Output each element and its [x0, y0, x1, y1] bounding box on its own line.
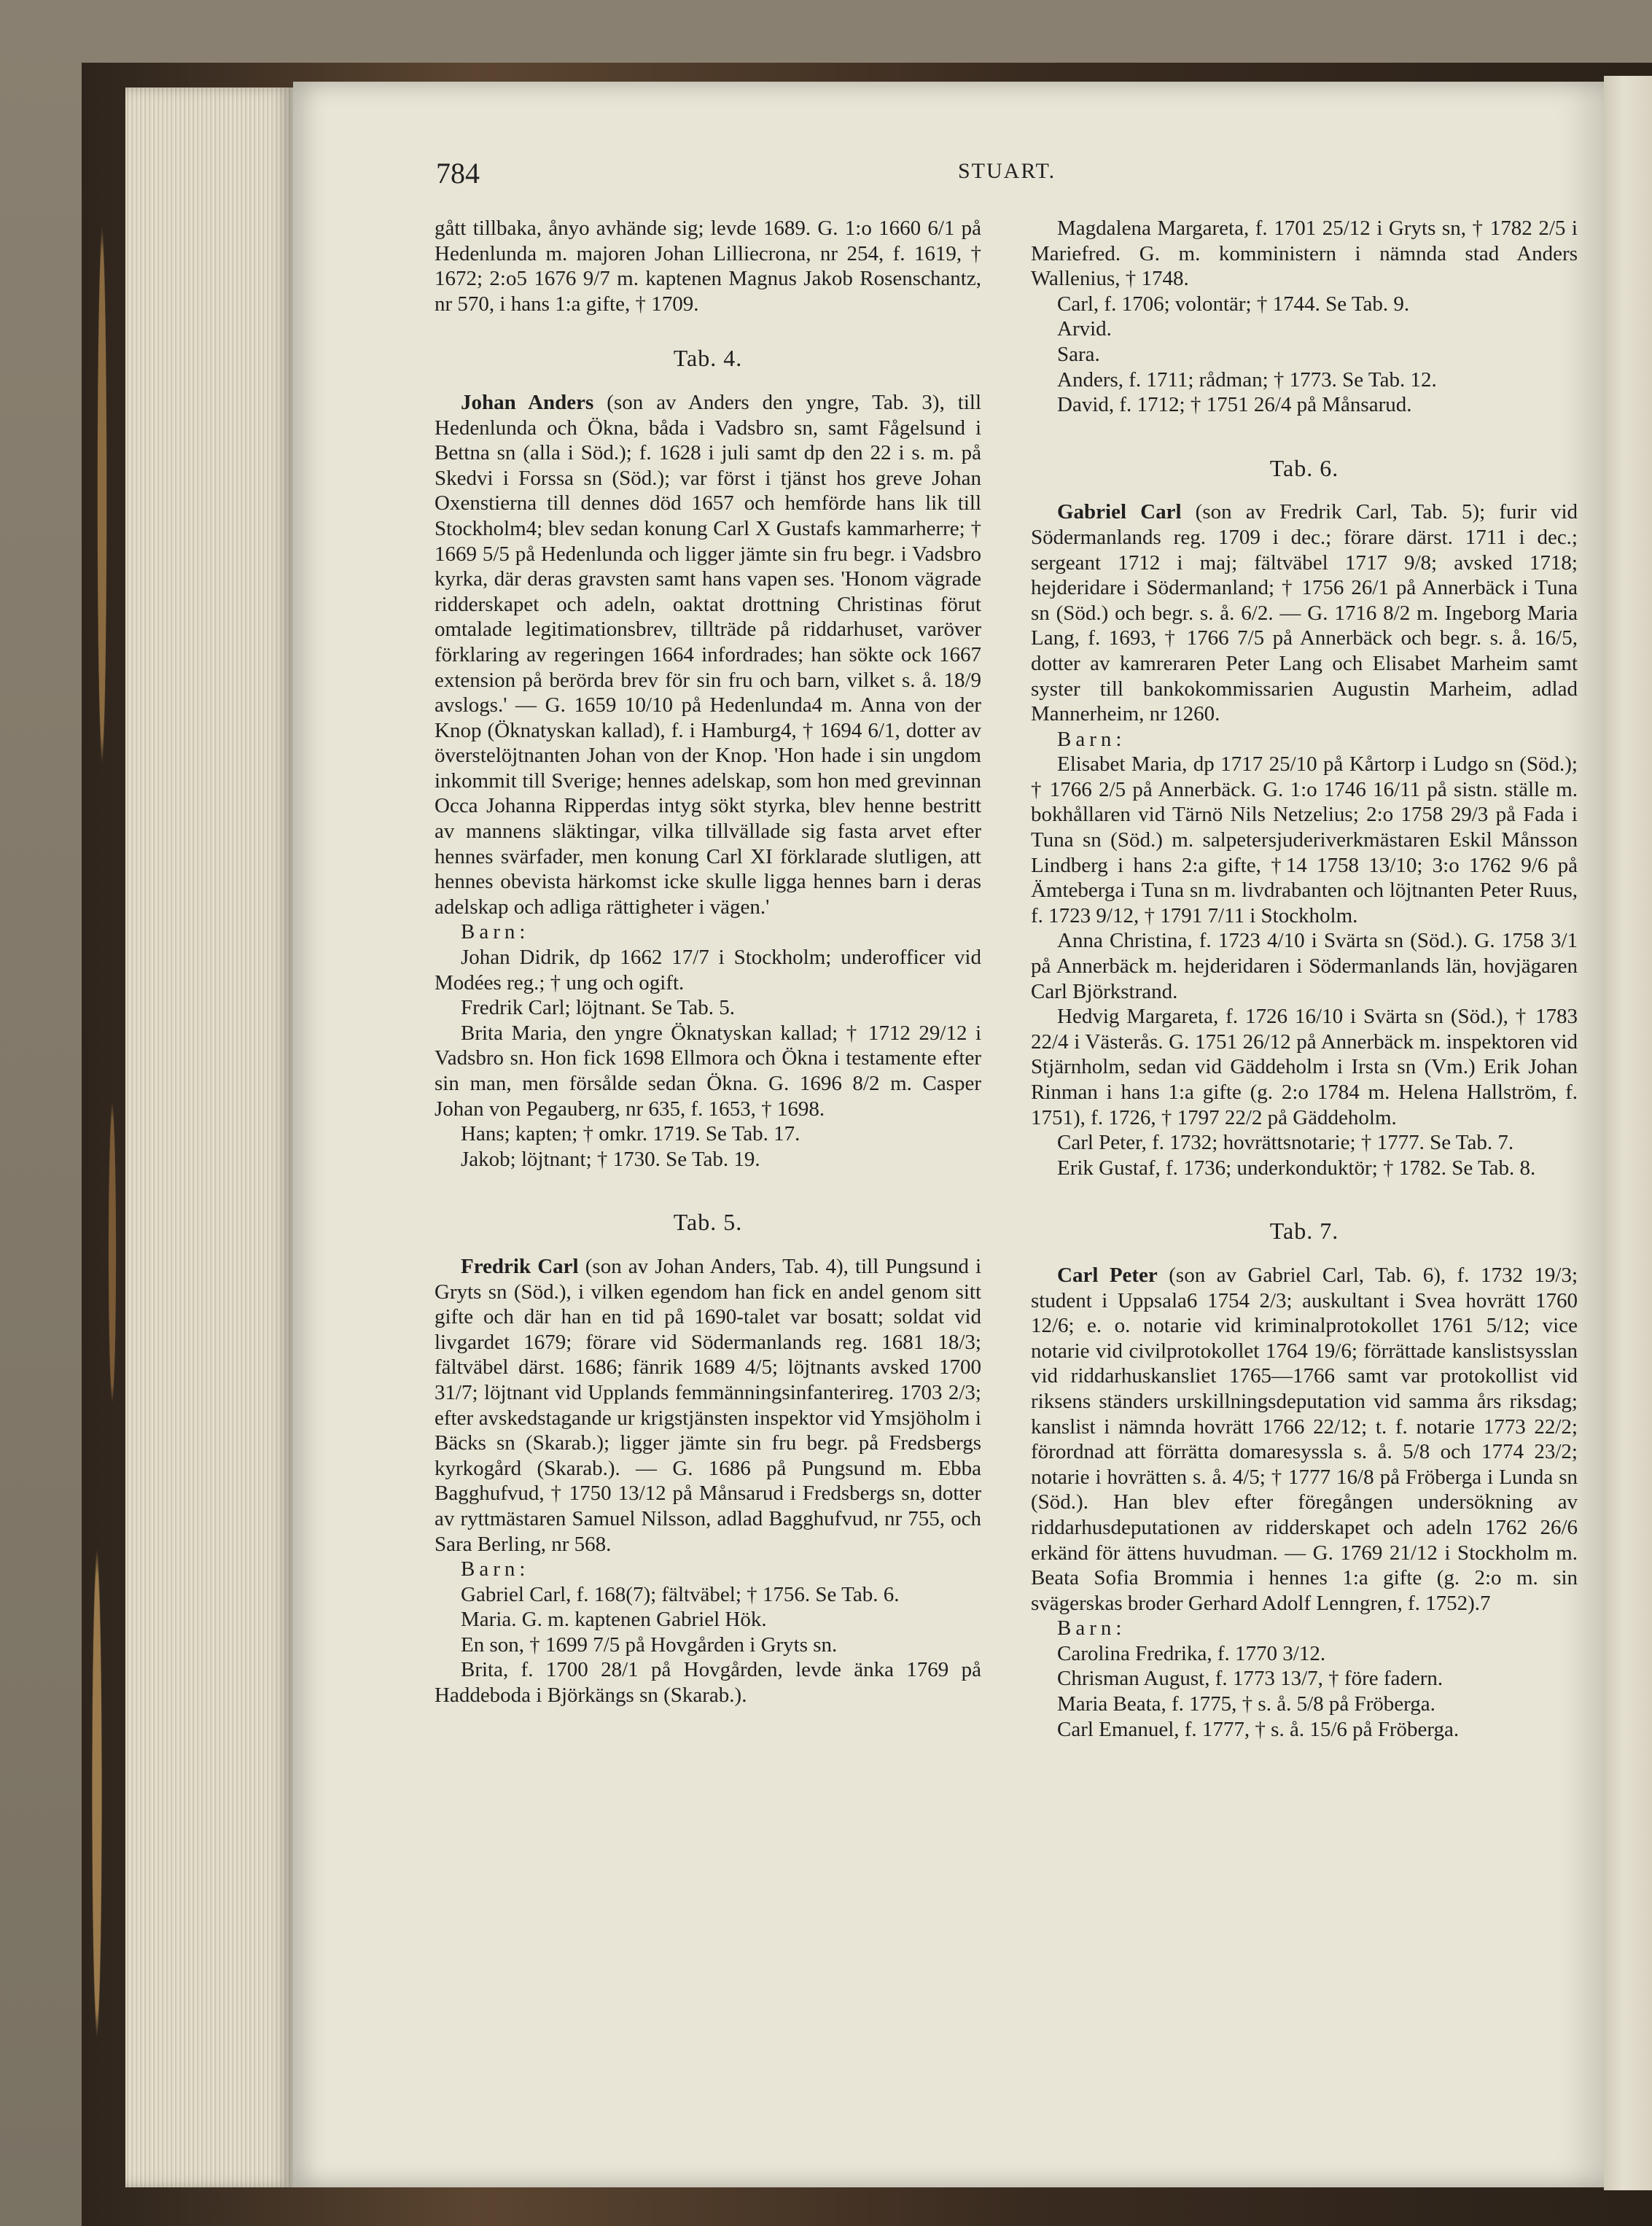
entry-paragraph: En son, † 1699 7/5 på Hovgården i Gryts sn.	[461, 1632, 838, 1657]
entry-paragraph	[435, 1254, 981, 1557]
entry-paragraph: Erik Gustaf, f. 1736; underkonduktör; † 1782. Se Tab. 8.	[1057, 1156, 1536, 1180]
table-heading: Tab. 4.	[673, 345, 743, 372]
entry-paragraph: Hans; kapten; † omkr. 1719. Se Tab. 17.	[461, 1122, 800, 1146]
children-label: Barn:	[1057, 727, 1126, 751]
entry-lead-name: Johan Anders	[461, 390, 594, 414]
table-heading: Tab. 5.	[673, 1209, 743, 1236]
entry-paragraph: Carolina Fredrika, f. 1770 3/12.	[1057, 1641, 1326, 1665]
children-label: Barn:	[461, 1557, 530, 1581]
entry-paragraph: Elisabet Maria, dp 1717 25/10 på Kårtorp i Ludgo sn (Söd.); † 1766 2/5 på Annerbäck. G. 1:o 1746 16/11 på sistn. ställe m. bokhållaren vid Tärnö Nils Netzelius; 2:o 1758 29/3 på Fada i Tuna sn (Söd.) m. salpetersjuderiverkmästaren Eskil Månsson Lindberg i hans 2:a gifte, †14 1758 13/10; 3:o 1762 9/6 på Ämteberga i Tuna sn m. livdrabanten och löjtnanten Peter Ruus, f. 1723 9/12, † 1791 7/11 i Stockholm.	[1031, 752, 1578, 927]
entry-paragraph	[1031, 499, 1578, 726]
children-label: Barn:	[461, 920, 530, 944]
entry-paragraph: Anna Christina, f. 1723 4/10 i Svärta sn (Söd.). G. 1758 3/1 på Annerbäck m. hejderidaren i Södermanlands län, hovjägaren Carl Björkstrand.	[1031, 929, 1578, 1003]
entry-paragraph: Chrisman August, f. 1773 13/7, † före fadern.	[1057, 1667, 1443, 1691]
entry-paragraph: Johan Didrik, dp 1662 17/7 i Stockholm; underofficer vid Modées reg.; † ung och ogift.	[435, 946, 981, 995]
left-column	[435, 216, 981, 1708]
entry-paragraph: Gabriel Carl, f. 168(7); fältväbel; † 1756. Se Tab. 6.	[461, 1582, 900, 1606]
entry-lead-name: Carl Peter	[1057, 1263, 1158, 1287]
entry-paragraph: Anders, f. 1711; rådman; † 1773. Se Tab. 12.	[1057, 367, 1437, 392]
entry-paragraph: David, f. 1712; † 1751 26/4 på Månsarud.	[1057, 393, 1412, 417]
running-head: STUART.	[958, 159, 1056, 183]
table-heading: Tab. 6.	[1269, 454, 1339, 481]
page-header	[436, 156, 1056, 192]
entry-paragraph: Fredrik Carl; löjtnant. Se Tab. 5.	[461, 996, 735, 1020]
entry-paragraph: Carl, f. 1706; volontär; † 1744. Se Tab. 9.	[1057, 292, 1410, 316]
entry-text: (son av Fredrik Carl, Tab. 5); furir vid Södermanlands reg. 1709 i dec.; förare därst. 1711 i dec.; sergeant 1712 i maj; fältväbel 1717 9/8; avsked 1718; hejderidare i Södermanland; † 1756 26/1 på Annerbäck i Tuna sn (Söd.) och begr. s. å. 6/2. — G. 1716 8/2 m. Ingeborg Maria Lang, f. 1693, † 1766 7/5 på Annerbäck och begr. s. å. 16/5, dotter av kamreraren Peter Lang och Elisabet Marheim samt syster till bankokommissarien Augustin Marheim, adlad Mannerheim, nr 1260.	[1031, 500, 1578, 726]
page-number: 784	[436, 157, 480, 190]
entry-paragraph	[1031, 1263, 1578, 1616]
entry-paragraph: Jakob; löjtnant; † 1730. Se Tab. 19.	[461, 1147, 760, 1171]
entry-paragraph: Carl Peter, f. 1732; hovrättsnotarie; † 1777. Se Tab. 7.	[1057, 1131, 1514, 1155]
entry-paragraph: Maria. G. m. kaptenen Gabriel Hök.	[461, 1608, 767, 1632]
entry-paragraph: Carl Emanuel, f. 1777, † s. å. 15/6 på Fröberga.	[1057, 1717, 1460, 1741]
entry-paragraph: gått tillbaka, ånyo avhände sig; levde 1689. G. 1:o 1660 6/1 på Hedenlunda m. majoren Johan Lilliecrona, nr 254, f. 1619, † 1672; 2:o5 1676 9/7 m. kaptenen Magnus Jakob Rosenschantz, nr 570, i hans 1:a gifte, † 1709.	[435, 217, 981, 316]
entry-paragraph: Maria Beata, f. 1775, † s. å. 5/8 på Fröberga.	[1057, 1692, 1435, 1716]
right-column	[1031, 216, 1578, 1742]
entry-text: (son av Johan Anders, Tab. 4), till Pungsund i Gryts sn (Söd.), i vilken egendom han fick en andel genom sitt gifte och där han en tid på 1690-talet var bosatt; soldat vid livgardet 1679; förare vid Södermanlands reg. 1681 18/3; fältväbel därst. 1686; fänrik 1689 4/5; löjtnants avsked 1700 31/7; löjtnant vid Upplands femmänningsinfanterireg. 1703 2/3; efter avskedstagande ur krigstjänsten inspektor vid Ymsjöholm i Bäcks sn (Skarab.); ligger jämte sin fru begr. på Fredsbergs kyrkogård (Skarab.). — G. 1686 på Pungsund m. Ebba Bagghufvud, † 1750 13/12 på Månsarud i Fredsbergs sn, dotter av ryttmästaren Samuel Nilsson, adlad Bagghufvud, nr 755, och Sara Berling, nr 568.	[435, 1254, 981, 1556]
entry-paragraph: Hedvig Margareta, f. 1726 16/10 i Svärta sn (Söd.), † 1783 22/4 i Västerås. G. 1751 26/12 på Annerbäck m. inspektoren vid Stjärnholm, sedan vid Gäddeholm i Irsta sn (Vm.) Erik Johan Rinman i hans 1:a gifte (g. 2:o 1784 m. Helena Hallström, f. 1751), f. 1726, † 1797 22/2 på Gäddeholm.	[1031, 1005, 1578, 1129]
page-edges	[125, 87, 293, 2187]
entry-paragraph: Magdalena Margareta, f. 1701 25/12 i Gryts sn, † 1782 2/5 i Mariefred. G. m. komministern i nämnda stad Anders Wallenius, † 1748.	[1031, 217, 1578, 291]
facing-page-edge	[1604, 76, 1652, 2190]
table-heading: Tab. 7.	[1269, 1218, 1339, 1245]
entry-lead-name: Gabriel Carl	[1057, 500, 1182, 524]
entry-paragraph: Arvid.	[1057, 317, 1112, 341]
entry-text: (son av Anders den yngre, Tab. 3), till Hedenlunda och Ökna, båda i Vadsbro sn, samt Fågelsund i Bettna sn (alla i Söd.); f. 1628 i juli samt dp den 22 i s. m. på Skedvi i Forssa sn (Söd.); var först i tjänst hos greve Johan Oxenstierna till dennes död 1657 och hemförde hans lik till Stockholm4; blev sedan konung Carl X Gustafs kammarherre; † 1669 5/5 på Hedenlunda och ligger jämte sin fru begr. i Vadsbro kyrka, där deras gravsten samt hans vapen ses. 'Honom vägrade ridderskapet och adeln, oaktat drottning Christinas förut omtalade legitimationsbrev, tillträde på riddarhuset, varöver förklaring av regeringen 1664 infordrades; han sökte ock 1667 extension på berörda brev för sin fru och barn, vilket s. å. 18/9 avslogs.' — G. 1659 10/10 på Hedenlunda4 m. Anna von der Knop (Öknatyskan kallad), f. i Hamburg4, † 1694 6/1, dotter av överstelöjtnanten Johan von der Knop. 'Hon hade i sin ungdom inkommit till Sverige; hennes adelskap, som hon med grevinnan Occa Johanna Ripperdas intyg sökt styrka, blev henne bestritt av mannens släktingar, vilka tillvällade sig fasta arvet efter hennes svärfader, men konung Carl XI förklarade slutligen, att hennes obevista härkomst icke skulle ligga hennes barn i deras adelskap och adliga rättigheter i vägen.'	[435, 390, 981, 919]
entry-lead-name: Fredrik Carl	[461, 1254, 579, 1278]
children-label: Barn:	[1057, 1616, 1126, 1641]
entry-paragraph: Brita, f. 1700 28/1 på Hovgården, levde änka 1769 på Haddeboda i Björkängs sn (Skarab.).	[435, 1658, 981, 1708]
entry-text: (son av Gabriel Carl, Tab. 6), f. 1732 19/3; student i Uppsala6 1754 2/3; auskultant i Svea hovrätt 1760 12/6; e. o. notarie vid kriminalprotokollet 1761 5/12; vice notarie vid civilprotokollet 1764 19/6; förrättade kanslistsysslan vid riddarhuskansliet 1765—1766 samt var protokollist vid riksens ständers urskillningsdeputation vid samma års riksdag; kanslist i nämnda hovrätt 1766 22/12; t. f. notarie 1773 22/2; förordnad att förrätta domaresyssla s. å. 5/8 och 1774 23/2; notarie i hovrätten s. å. 4/5; † 1777 16/8 på Fröberga i Lunda sn (Söd.). Han blev efter föregången undersökning av riddarhusdeputationen av ridderskapet och adeln 1762 26/6 erkänd för ättens huvudman. — G. 1769 21/12 i Stockholm m. Beata Sofia Brommia i hennes 1:a gifte (g. 2:o m. sin svägerskas broder Gerhard Adolf Lenngren, f. 1752).7	[1031, 1263, 1578, 1615]
entry-paragraph: Sara.	[1057, 342, 1100, 366]
entry-paragraph: Brita Maria, den yngre Öknatyskan kallad; † 1712 29/12 i Vadsbro sn. Hon fick 1698 Ellmora och Ökna i testamente efter sin man, men försålde sedan Ökna. G. 1696 8/2 m. Casper Johan von Pegauberg, nr 635, f. 1653, † 1698.	[435, 1021, 981, 1121]
entry-paragraph	[435, 390, 981, 919]
